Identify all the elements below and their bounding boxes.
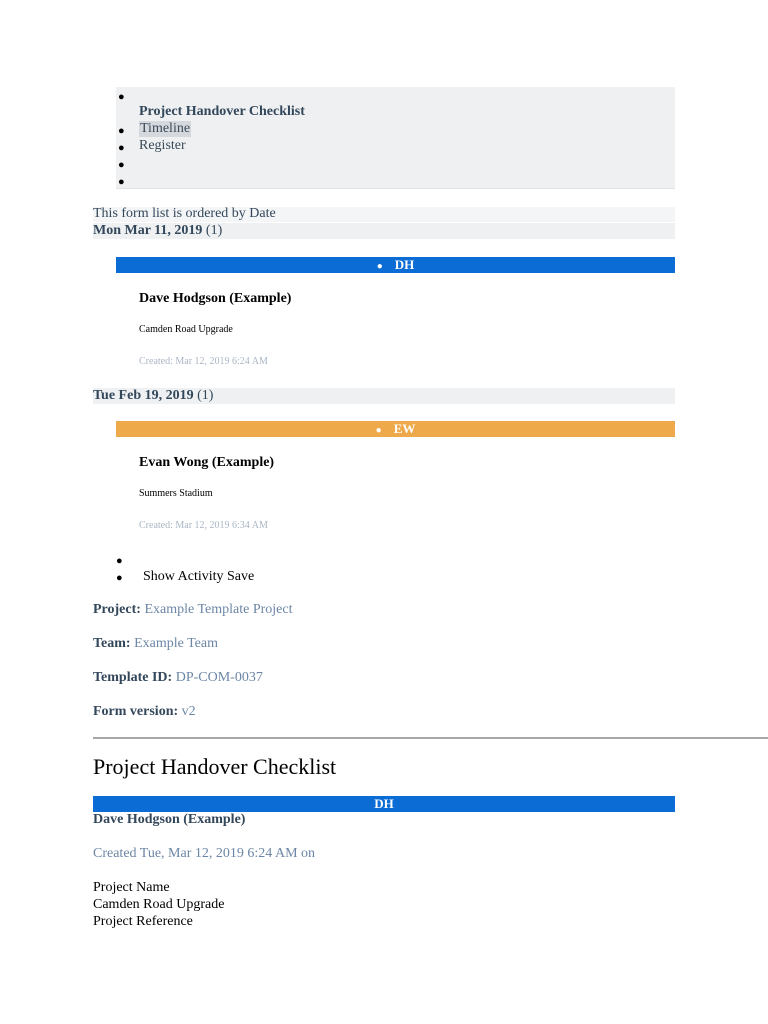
entry-created-date: Created: Mar 12, 2019 6:24 AM (139, 356, 268, 367)
form-title: Project Handover Checklist (139, 104, 305, 119)
meta-value: v2 (181, 704, 196, 719)
field-value-project-name: Camden Road Upgrade (93, 897, 225, 912)
field-label-project-name: Project Name (93, 880, 170, 895)
entry-user-name[interactable]: Dave Hodgson (Example) (139, 291, 292, 306)
meta-value: Example Team (134, 636, 218, 651)
user-color-bar[interactable] (116, 421, 675, 437)
meta-project (93, 602, 292, 618)
date-group-date: Tue Feb 19, 2019 (93, 388, 194, 403)
tab-register[interactable]: Register (139, 138, 186, 153)
meta-template-id (93, 670, 263, 686)
field-label-project-reference: Project Reference (93, 914, 193, 929)
divider (93, 737, 768, 739)
date-group-date: Mon Mar 11, 2019 (93, 223, 203, 238)
show-activity-button[interactable]: Show Activity (143, 569, 224, 584)
bullet-icon: ● (376, 261, 383, 272)
meta-value: Example Template Project (144, 602, 293, 617)
date-group-count: (1) (205, 223, 223, 238)
list-bullet: ● (118, 142, 125, 154)
entry-project-name: Camden Road Upgrade (139, 324, 233, 335)
form-nav-panel (116, 87, 675, 189)
entry-user-name[interactable]: Evan Wong (Example) (139, 455, 275, 470)
action-row (143, 569, 254, 585)
entry-created-date: Created: Mar 12, 2019 6:34 AM (139, 520, 268, 531)
meta-label: Project: (93, 602, 141, 617)
meta-team (93, 636, 218, 652)
user-initials: EW (393, 421, 416, 436)
list-bullet: ● (118, 125, 125, 137)
meta-label: Form version: (93, 704, 179, 719)
detail-title: Project Handover Checklist (93, 754, 337, 779)
tab-timeline[interactable]: Timeline (140, 121, 191, 136)
list-bullet: ● (116, 572, 123, 584)
list-bullet: ● (118, 91, 125, 103)
list-bullet: ● (118, 176, 125, 188)
meta-label: Team: (93, 636, 131, 651)
date-group-header[interactable] (93, 223, 222, 239)
detail-created: Created Tue, Mar 12, 2019 6:24 AM on (93, 846, 316, 861)
meta-form-version (93, 704, 196, 720)
user-initials: DH (374, 796, 394, 811)
save-button[interactable]: Save (227, 569, 255, 584)
order-notice: This form list is ordered by Date (93, 206, 276, 221)
list-bullet: ● (118, 159, 125, 171)
user-initials: DH (394, 257, 415, 272)
detail-user-bar (93, 796, 675, 812)
user-color-bar[interactable] (116, 257, 675, 273)
meta-value: DP-COM-0037 (175, 670, 263, 685)
detail-user-name: Dave Hodgson (Example) (93, 812, 246, 827)
list-bullet: ● (116, 555, 123, 567)
entry-project-name: Summers Stadium (139, 488, 213, 499)
meta-label: Template ID: (93, 670, 173, 685)
bullet-icon: ● (375, 425, 382, 436)
date-group-count: (1) (197, 388, 214, 403)
date-group-header[interactable] (93, 388, 213, 404)
